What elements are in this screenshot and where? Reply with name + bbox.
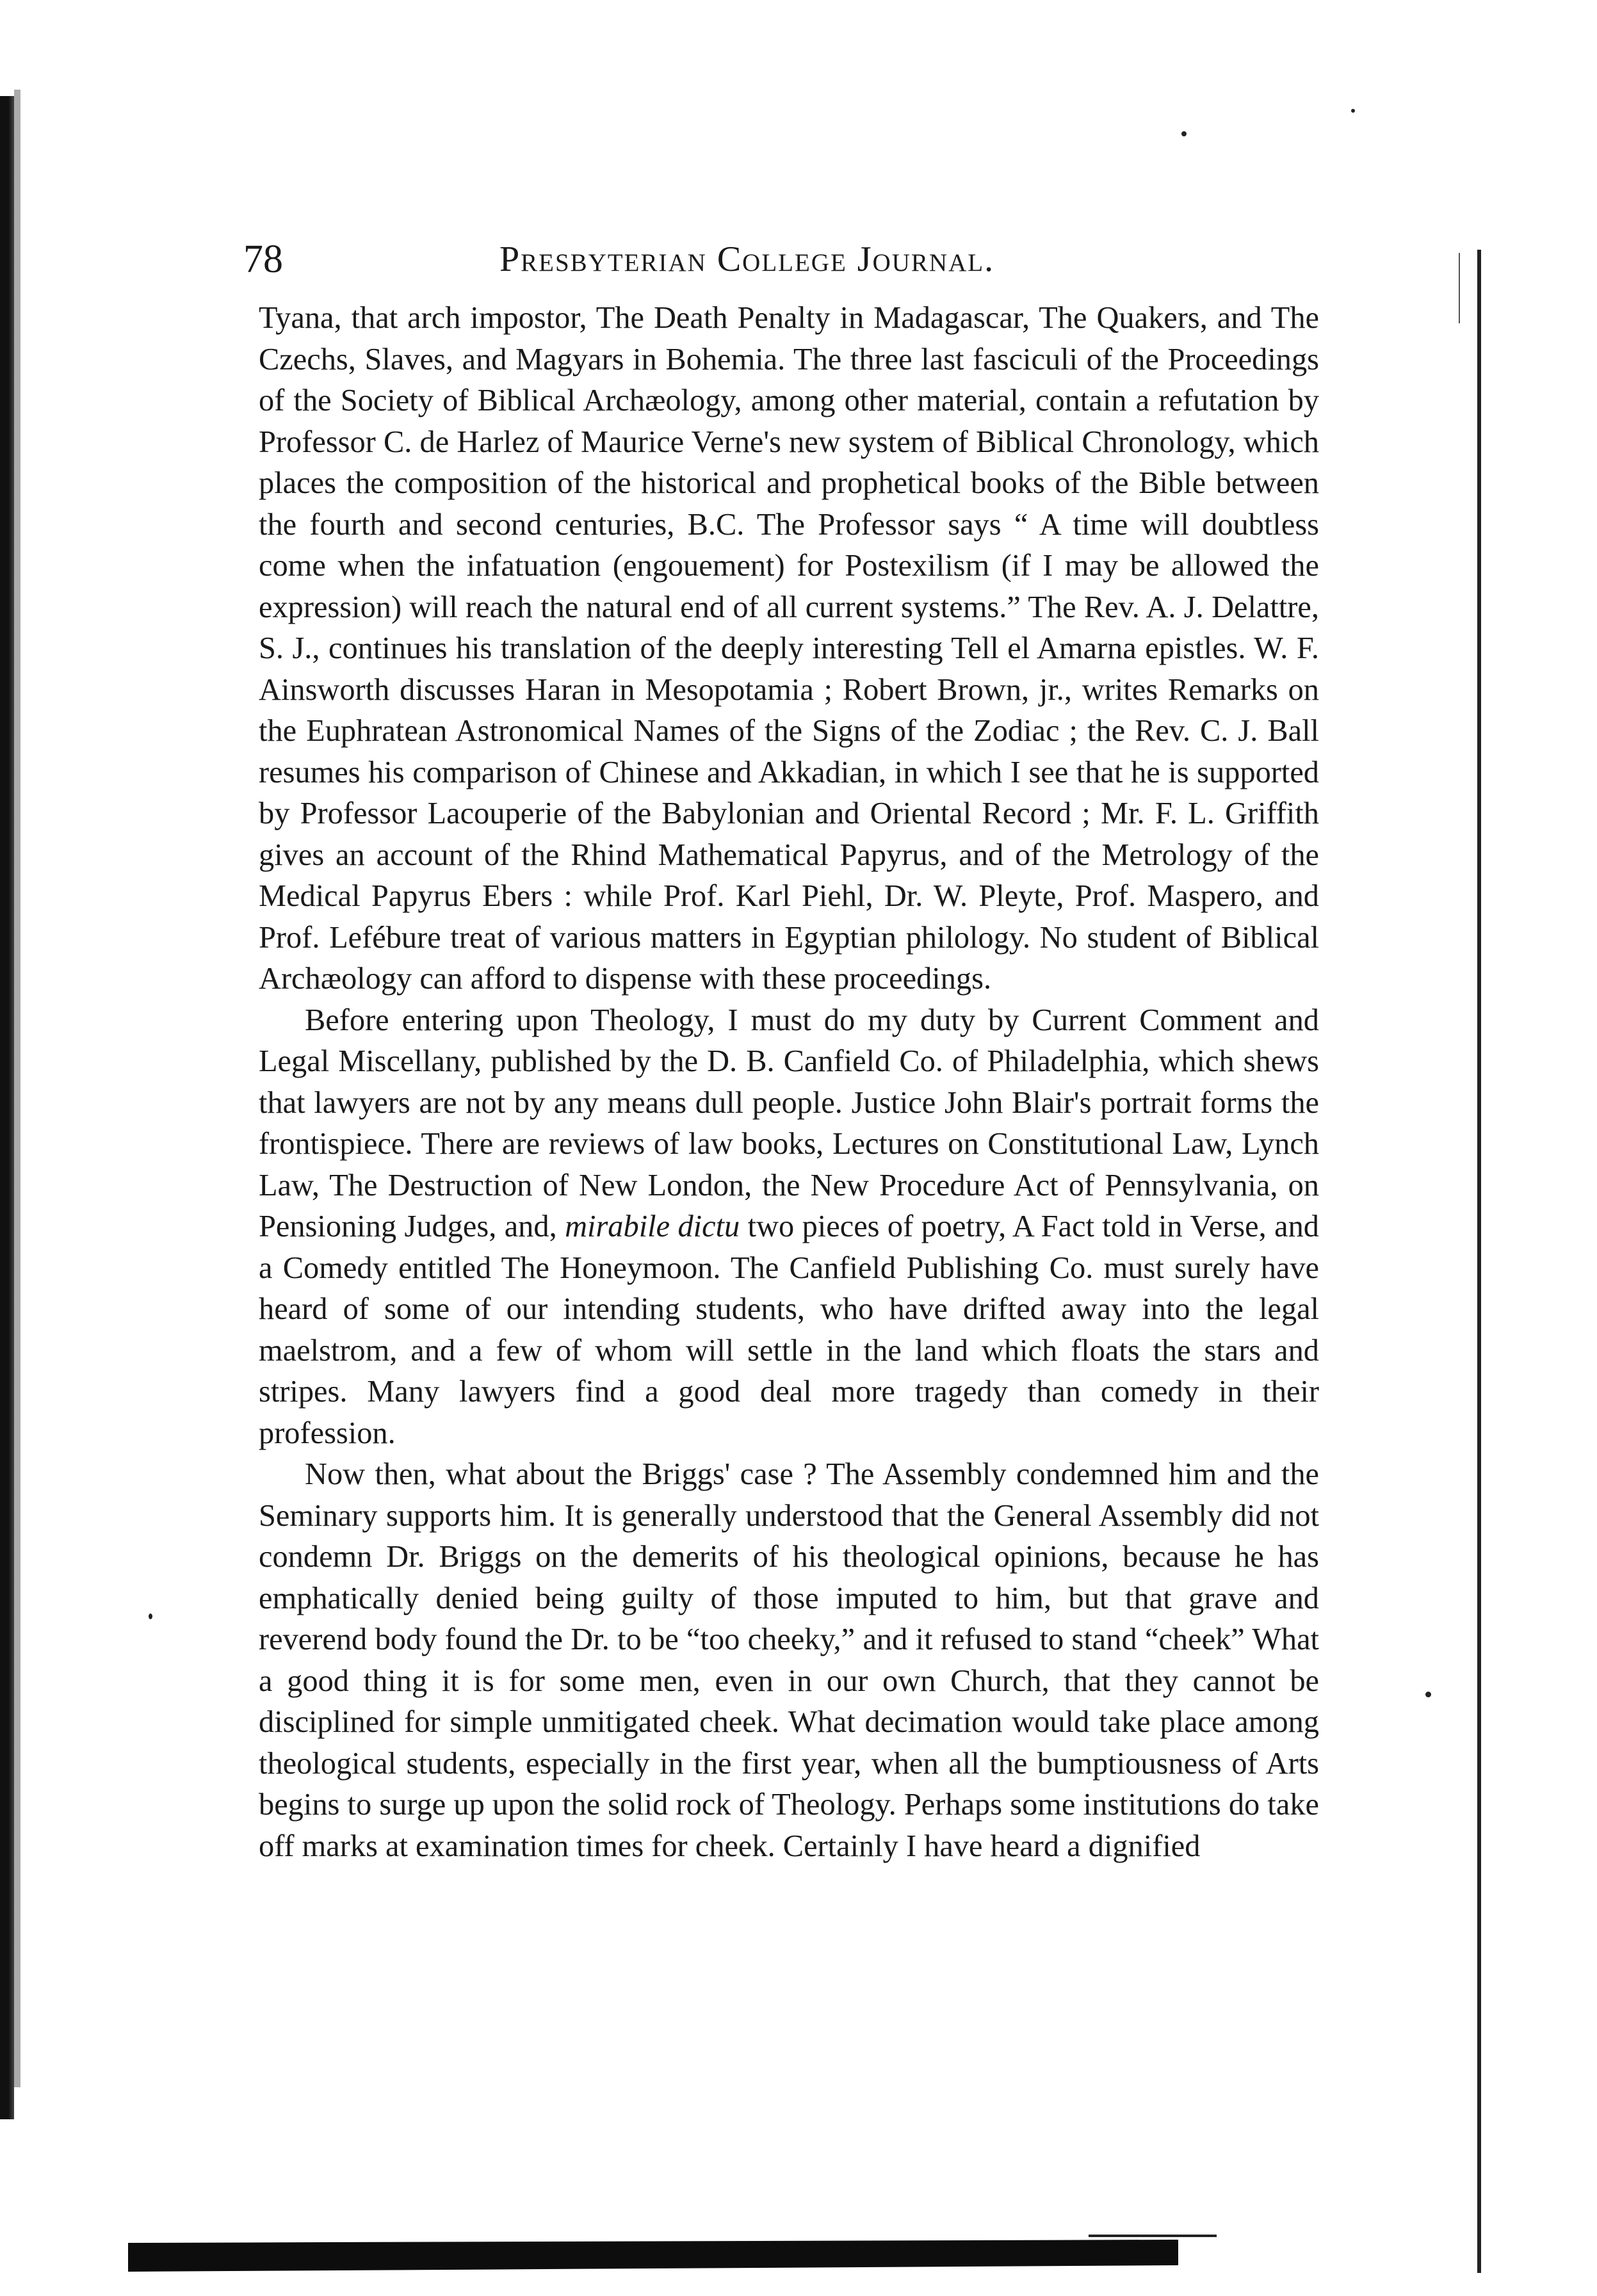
- scan-speck: [1425, 1692, 1431, 1697]
- paragraph-text: Tyana, that arch impostor, The Death Penalty in Madagascar, The Quakers, and The Czechs, Slaves, and Magyars in Bohemia. The three last fasciculi of the Proceedings of the Society of Biblical Archæology, among other material, contain a refutation by Professor C. de Harlez of Maurice Verne's new system of Biblical Chronology, which places the composition of the historical and prophetical books of the Bible between the fourth and second centuries, B.C. The Professor says “ A time will doubtless come when the infatuation (engouement) for Postexilism (if I may be allowed the expression) will reach the natural end of all current systems.” The Rev. A. J. Delattre, S. J., continues his translation of the deeply interesting Tell el Amarna epistles. W. F. Ainsworth discusses Haran in Mesopotamia ; Robert Brown, jr., writes Remarks on the Euphratean Astronomical Names of the Signs of the Zodiac ; the Rev. C. J. Ball resumes his comparison of Chinese and Akkadian, in which I see that he is supported by Professor Lacouperie of the Babylonian and Oriental Record ; Mr. F. L. Griffith gives an account of the Rhind Mathematical Papyrus, and of the Metrology of the Medical Papyrus Ebers : while Prof. Karl Piehl, Dr. W. Pleyte, Prof. Maspero, and Prof. Lefébure treat of various matters in Egyptian philology. No student of Biblical Archæology can afford to dispense with these proceedings.: [259, 301, 1319, 996]
- paragraph-text: Before entering upon Theology, I must do my duty by Current Comment and Legal Miscellany, published by the D. B. Canfield Co. of Philadelphia, which shews that lawyers are not by any means dull people. Justice John Blair's portrait forms the frontispiece. There are reviews of law books, Lectures on Constitutional Law, Lynch Law, The Destruction of New London, the New Procedure Act of Pennsylvania, on Pensioning Judges, and,: [259, 1003, 1319, 1243]
- paragraph-1: [259, 298, 1319, 1000]
- paragraph-text: Now then, what about the Briggs' case ? The Assembly condemned him and the Seminary supports him. It is generally understood that the General Assembly did not condemn Dr. Briggs on the demerits of his theological opinions, because he has emphatically denied being guilty of those imputed to him, but that grave and reverend body found the Dr. to be “too cheeky,” and it refused to stand “cheek” What a good thing it is for some men, even in our own Church, that they cannot be disciplined for simple unmitigated cheek. What decimation would take place among theological students, especially in the first year, when all the bumptiousness of Arts begins to surge up upon the solid rock of Theology. Perhaps some institutions do take off marks at examination times for cheek. Certainly I have heard a dignified: [259, 1457, 1319, 1863]
- page-header: [243, 230, 1345, 288]
- scan-edge-right-mark: [1459, 253, 1460, 323]
- running-head: Presbyterian College Journal.: [499, 239, 995, 279]
- scan-edge-left: [0, 96, 14, 2119]
- paragraph-2: [259, 1000, 1319, 1455]
- paragraph-3: [259, 1454, 1319, 1867]
- italic-phrase: mirabile dictu: [565, 1209, 740, 1243]
- scan-edge-right: [1477, 250, 1481, 2273]
- scan-speck: [1181, 131, 1187, 136]
- scan-speck: [1351, 109, 1355, 113]
- scan-speck: [149, 1613, 152, 1619]
- scan-edge-left-shadow: [14, 90, 20, 2087]
- paragraph-text: two pieces of poetry, A Fact told in Verse, and a Comedy entitled The Honeymoon. The Canfield Publishing Co. must surely have heard of some of our intending students, who have drifted away into the legal maelstrom, and a few of whom will settle in the land which floats the stars and stripes. Many lawyers find a good deal more tragedy than comedy in their profession.: [259, 1209, 1319, 1450]
- page-number: 78: [243, 238, 283, 281]
- scan-bottom-line: [1089, 2235, 1217, 2237]
- article-body: [259, 298, 1319, 2167]
- scan-bottom-bar: [128, 2240, 1178, 2272]
